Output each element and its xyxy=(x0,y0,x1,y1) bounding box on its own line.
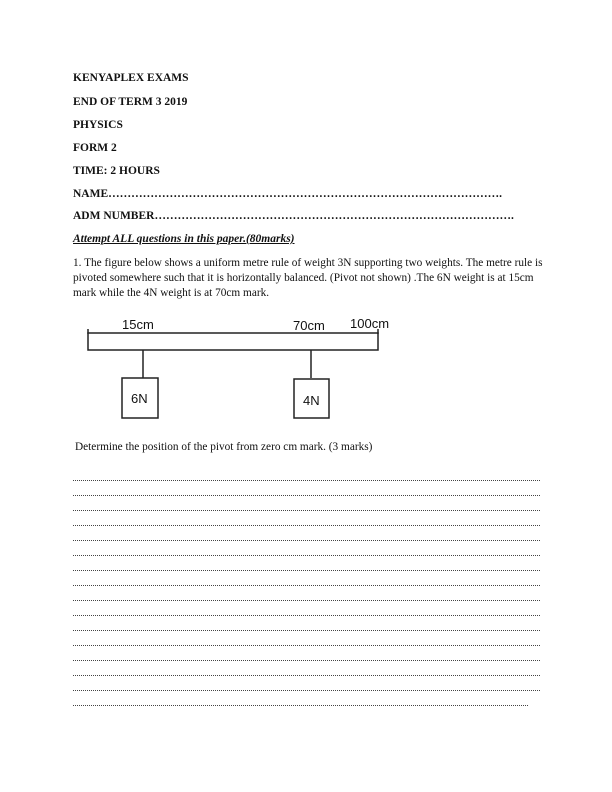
answer-line[interactable] xyxy=(73,601,540,616)
question-1-prompt: Determine the position of the pivot from zero cm mark. (3 marks) xyxy=(75,441,373,453)
form-level: FORM 2 xyxy=(73,142,117,154)
weight-6n-label: 6N xyxy=(131,391,148,406)
answer-line[interactable] xyxy=(73,661,540,676)
answer-line[interactable] xyxy=(73,676,540,691)
answer-line[interactable] xyxy=(73,496,540,511)
answer-line[interactable] xyxy=(73,556,540,571)
answer-lines[interactable] xyxy=(73,466,540,706)
answer-line[interactable] xyxy=(73,586,540,601)
metre-rule xyxy=(88,333,378,350)
answer-line[interactable] xyxy=(73,541,540,556)
subject: PHYSICS xyxy=(73,119,123,131)
question-1-text: 1. The figure below shows a uniform metre rule of weight 3N supporting two weights. The metre rule is pivoted somewhere such that it is horizontally balanced. (Pivot not shown) .The 6N weight is at 15cm mark while the 4N weight is at 70cm mark. xyxy=(73,257,543,299)
label-100cm: 100cm xyxy=(350,316,390,331)
adm-number-field[interactable]: ADM NUMBER…………………………………………………………………………………. xyxy=(73,210,514,222)
answer-line[interactable] xyxy=(73,571,540,586)
answer-line[interactable] xyxy=(73,466,540,481)
exam-time: TIME: 2 HOURS xyxy=(73,165,160,177)
answer-line[interactable] xyxy=(73,631,540,646)
school-name: KENYAPLEX EXAMS xyxy=(73,72,189,84)
label-15cm: 15cm xyxy=(122,317,154,332)
name-field[interactable]: NAME…………………………………………………………………………………………. xyxy=(73,188,503,200)
instructions: Attempt ALL questions in this paper.(80marks) xyxy=(73,233,295,245)
answer-line[interactable] xyxy=(73,691,528,706)
weight-4n-label: 4N xyxy=(303,393,320,408)
answer-line[interactable] xyxy=(73,481,540,496)
answer-line[interactable] xyxy=(73,646,540,661)
answer-line[interactable] xyxy=(73,526,540,541)
label-70cm: 70cm xyxy=(293,318,325,333)
exam-title: END OF TERM 3 2019 xyxy=(73,96,188,108)
answer-line[interactable] xyxy=(73,616,540,631)
answer-line[interactable] xyxy=(73,511,540,526)
